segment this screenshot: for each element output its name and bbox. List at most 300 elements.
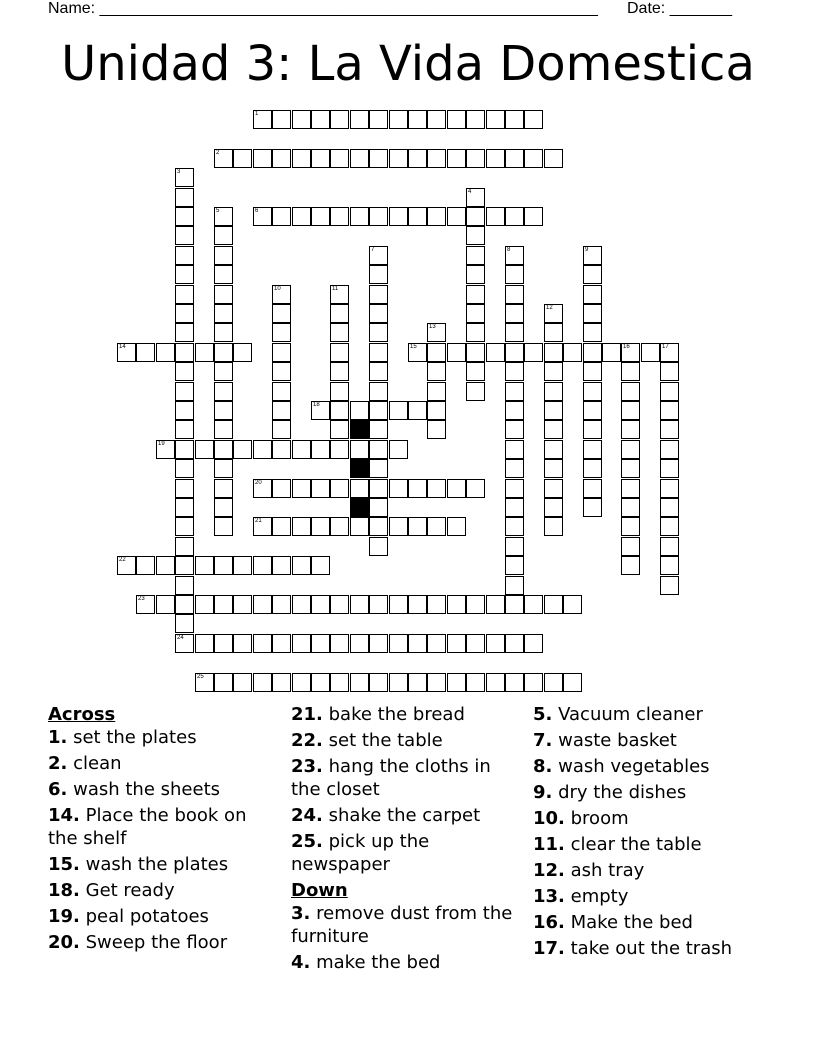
grid-cell[interactable]	[330, 323, 349, 342]
grid-cell[interactable]	[350, 401, 369, 420]
grid-cell[interactable]	[583, 401, 602, 420]
grid-cell[interactable]	[253, 440, 272, 459]
grid-cell[interactable]	[369, 246, 388, 265]
grid-cell[interactable]	[505, 149, 524, 168]
grid-cell[interactable]	[214, 382, 233, 401]
grid-cell[interactable]	[175, 459, 194, 478]
grid-cell[interactable]	[369, 285, 388, 304]
grid-cell[interactable]	[156, 343, 175, 362]
grid-cell[interactable]	[466, 226, 485, 245]
grid-cell[interactable]	[369, 110, 388, 129]
grid-cell[interactable]	[621, 362, 640, 381]
grid-cell[interactable]	[369, 440, 388, 459]
grid-cell[interactable]	[330, 149, 349, 168]
grid-cell[interactable]	[427, 110, 446, 129]
grid-cell[interactable]	[272, 323, 291, 342]
grid-cell[interactable]	[214, 343, 233, 362]
grid-cell[interactable]	[175, 595, 194, 614]
grid-cell[interactable]	[369, 343, 388, 362]
grid-cell[interactable]	[505, 304, 524, 323]
grid-cell[interactable]	[233, 673, 252, 692]
grid-cell[interactable]	[389, 207, 408, 226]
grid-cell[interactable]	[175, 401, 194, 420]
grid-cell[interactable]	[583, 323, 602, 342]
grid-cell[interactable]	[505, 576, 524, 595]
grid-cell[interactable]	[641, 343, 660, 362]
grid-cell[interactable]	[427, 207, 446, 226]
grid-cell[interactable]	[583, 498, 602, 517]
grid-cell[interactable]	[292, 479, 311, 498]
grid-cell[interactable]	[175, 343, 194, 362]
grid-cell[interactable]	[486, 673, 505, 692]
grid-cell[interactable]	[272, 285, 291, 304]
grid-cell[interactable]	[408, 634, 427, 653]
grid-cell[interactable]	[544, 459, 563, 478]
grid-cell[interactable]	[505, 110, 524, 129]
grid-cell[interactable]	[408, 401, 427, 420]
grid-cell[interactable]	[214, 634, 233, 653]
grid-cell[interactable]	[214, 323, 233, 342]
grid-cell[interactable]	[136, 343, 155, 362]
grid-cell[interactable]	[466, 595, 485, 614]
grid-cell[interactable]	[214, 149, 233, 168]
grid-cell[interactable]	[330, 343, 349, 362]
grid-cell[interactable]	[311, 595, 330, 614]
grid-cell[interactable]	[175, 498, 194, 517]
grid-cell[interactable]	[427, 343, 446, 362]
grid-cell[interactable]	[621, 459, 640, 478]
grid-cell[interactable]	[621, 537, 640, 556]
grid-cell[interactable]	[272, 517, 291, 536]
grid-cell[interactable]	[466, 382, 485, 401]
grid-cell[interactable]	[427, 673, 446, 692]
grid-cell[interactable]	[408, 517, 427, 536]
grid-cell[interactable]	[369, 265, 388, 284]
grid-cell[interactable]	[272, 440, 291, 459]
grid-cell[interactable]	[466, 285, 485, 304]
grid-cell[interactable]	[214, 401, 233, 420]
grid-cell[interactable]	[427, 595, 446, 614]
grid-cell[interactable]	[233, 343, 252, 362]
grid-cell[interactable]	[350, 207, 369, 226]
grid-cell[interactable]	[175, 362, 194, 381]
grid-cell[interactable]	[350, 149, 369, 168]
grid-cell[interactable]	[350, 595, 369, 614]
grid-cell[interactable]	[505, 537, 524, 556]
grid-cell[interactable]	[544, 382, 563, 401]
grid-cell[interactable]	[505, 498, 524, 517]
grid-cell[interactable]	[214, 595, 233, 614]
grid-cell[interactable]	[292, 149, 311, 168]
grid-cell[interactable]	[330, 362, 349, 381]
grid-cell[interactable]	[156, 440, 175, 459]
grid-cell[interactable]	[660, 498, 679, 517]
grid-cell[interactable]	[544, 517, 563, 536]
grid-cell[interactable]	[408, 479, 427, 498]
grid-cell[interactable]	[621, 343, 640, 362]
grid-cell[interactable]	[272, 673, 291, 692]
grid-cell[interactable]	[272, 382, 291, 401]
grid-cell[interactable]	[272, 634, 291, 653]
grid-cell[interactable]	[175, 207, 194, 226]
grid-cell[interactable]	[175, 382, 194, 401]
grid-cell[interactable]	[583, 285, 602, 304]
grid-cell[interactable]	[369, 382, 388, 401]
grid-cell[interactable]	[447, 673, 466, 692]
grid-cell[interactable]	[233, 595, 252, 614]
grid-cell[interactable]	[466, 246, 485, 265]
grid-cell[interactable]	[117, 556, 136, 575]
grid-cell[interactable]	[214, 440, 233, 459]
grid-cell[interactable]	[621, 382, 640, 401]
grid-cell[interactable]	[175, 420, 194, 439]
grid-cell[interactable]	[292, 517, 311, 536]
grid-cell[interactable]	[660, 556, 679, 575]
grid-cell[interactable]	[272, 207, 291, 226]
grid-cell[interactable]	[253, 517, 272, 536]
grid-cell[interactable]	[447, 595, 466, 614]
grid-cell[interactable]	[311, 440, 330, 459]
grid-cell[interactable]	[466, 149, 485, 168]
grid-cell[interactable]	[175, 246, 194, 265]
grid-cell[interactable]	[175, 226, 194, 245]
grid-cell[interactable]	[330, 401, 349, 420]
grid-cell[interactable]	[214, 226, 233, 245]
grid-cell[interactable]	[272, 343, 291, 362]
grid-cell[interactable]	[544, 420, 563, 439]
grid-cell[interactable]	[195, 673, 214, 692]
grid-cell[interactable]	[505, 479, 524, 498]
grid-cell[interactable]	[524, 207, 543, 226]
grid-cell[interactable]	[427, 517, 446, 536]
grid-cell[interactable]	[214, 246, 233, 265]
grid-cell[interactable]	[330, 420, 349, 439]
grid-cell[interactable]	[272, 110, 291, 129]
grid-cell[interactable]	[175, 265, 194, 284]
grid-cell[interactable]	[621, 401, 640, 420]
grid-cell[interactable]	[505, 440, 524, 459]
grid-cell[interactable]	[389, 440, 408, 459]
grid-cell[interactable]	[175, 634, 194, 653]
grid-cell[interactable]	[466, 343, 485, 362]
grid-cell[interactable]	[330, 479, 349, 498]
grid-cell[interactable]	[408, 207, 427, 226]
grid-cell[interactable]	[544, 323, 563, 342]
grid-cell[interactable]	[369, 595, 388, 614]
grid-cell[interactable]	[583, 382, 602, 401]
grid-cell[interactable]	[505, 285, 524, 304]
grid-cell[interactable]	[175, 323, 194, 342]
grid-cell[interactable]	[214, 459, 233, 478]
grid-cell[interactable]	[369, 673, 388, 692]
grid-cell[interactable]	[447, 343, 466, 362]
grid-cell[interactable]	[292, 634, 311, 653]
grid-cell[interactable]	[427, 479, 446, 498]
grid-cell[interactable]	[505, 420, 524, 439]
grid-cell[interactable]	[660, 440, 679, 459]
grid-cell[interactable]	[350, 673, 369, 692]
grid-cell[interactable]	[292, 207, 311, 226]
grid-cell[interactable]	[621, 498, 640, 517]
grid-cell[interactable]	[253, 207, 272, 226]
grid-cell[interactable]	[583, 265, 602, 284]
grid-cell[interactable]	[369, 207, 388, 226]
grid-cell[interactable]	[621, 479, 640, 498]
grid-cell[interactable]	[505, 246, 524, 265]
grid-cell[interactable]	[466, 673, 485, 692]
grid-cell[interactable]	[505, 343, 524, 362]
grid-cell[interactable]	[583, 246, 602, 265]
grid-cell[interactable]	[369, 634, 388, 653]
grid-cell[interactable]	[505, 323, 524, 342]
grid-cell[interactable]	[466, 304, 485, 323]
grid-cell[interactable]	[660, 537, 679, 556]
grid-cell[interactable]	[369, 498, 388, 517]
grid-cell[interactable]	[330, 673, 349, 692]
grid-cell[interactable]	[214, 304, 233, 323]
grid-cell[interactable]	[253, 634, 272, 653]
grid-cell[interactable]	[253, 149, 272, 168]
grid-cell[interactable]	[195, 440, 214, 459]
grid-cell[interactable]	[369, 517, 388, 536]
grid-cell[interactable]	[524, 149, 543, 168]
grid-cell[interactable]	[563, 343, 582, 362]
grid-cell[interactable]	[544, 440, 563, 459]
grid-cell[interactable]	[292, 556, 311, 575]
grid-cell[interactable]	[621, 556, 640, 575]
grid-cell[interactable]	[389, 634, 408, 653]
grid-cell[interactable]	[505, 401, 524, 420]
grid-cell[interactable]	[447, 517, 466, 536]
grid-cell[interactable]	[175, 168, 194, 187]
grid-cell[interactable]	[330, 517, 349, 536]
grid-cell[interactable]	[524, 110, 543, 129]
grid-cell[interactable]	[621, 517, 640, 536]
grid-cell[interactable]	[195, 556, 214, 575]
grid-cell[interactable]	[544, 595, 563, 614]
grid-cell[interactable]	[330, 634, 349, 653]
grid-cell[interactable]	[175, 537, 194, 556]
grid-cell[interactable]	[427, 401, 446, 420]
grid-cell[interactable]	[466, 479, 485, 498]
grid-cell[interactable]	[272, 595, 291, 614]
grid-cell[interactable]	[660, 517, 679, 536]
grid-cell[interactable]	[408, 343, 427, 362]
grid-cell[interactable]	[350, 440, 369, 459]
grid-cell[interactable]	[466, 110, 485, 129]
grid-cell[interactable]	[369, 323, 388, 342]
grid-cell[interactable]	[660, 420, 679, 439]
grid-cell[interactable]	[214, 265, 233, 284]
grid-cell[interactable]	[214, 420, 233, 439]
grid-cell[interactable]	[156, 595, 175, 614]
grid-cell[interactable]	[466, 634, 485, 653]
grid-cell[interactable]	[583, 362, 602, 381]
grid-cell[interactable]	[505, 265, 524, 284]
grid-cell[interactable]	[330, 382, 349, 401]
grid-cell[interactable]	[524, 634, 543, 653]
grid-cell[interactable]	[583, 459, 602, 478]
grid-cell[interactable]	[175, 576, 194, 595]
grid-cell[interactable]	[427, 149, 446, 168]
grid-cell[interactable]	[330, 440, 349, 459]
grid-cell[interactable]	[544, 304, 563, 323]
grid-cell[interactable]	[214, 479, 233, 498]
grid-cell[interactable]	[311, 634, 330, 653]
grid-cell[interactable]	[660, 343, 679, 362]
grid-cell[interactable]	[156, 556, 175, 575]
grid-cell[interactable]	[447, 634, 466, 653]
grid-cell[interactable]	[427, 634, 446, 653]
grid-cell[interactable]	[253, 595, 272, 614]
grid-cell[interactable]	[233, 149, 252, 168]
grid-cell[interactable]	[583, 343, 602, 362]
grid-cell[interactable]	[214, 498, 233, 517]
grid-cell[interactable]	[466, 265, 485, 284]
grid-cell[interactable]	[505, 634, 524, 653]
grid-cell[interactable]	[486, 207, 505, 226]
grid-cell[interactable]	[214, 285, 233, 304]
grid-cell[interactable]	[408, 149, 427, 168]
grid-cell[interactable]	[175, 188, 194, 207]
grid-cell[interactable]	[253, 110, 272, 129]
grid-cell[interactable]	[505, 459, 524, 478]
grid-cell[interactable]	[621, 420, 640, 439]
grid-cell[interactable]	[505, 207, 524, 226]
grid-cell[interactable]	[253, 556, 272, 575]
grid-cell[interactable]	[175, 304, 194, 323]
grid-cell[interactable]	[292, 673, 311, 692]
grid-cell[interactable]	[330, 110, 349, 129]
grid-cell[interactable]	[660, 362, 679, 381]
grid-cell[interactable]	[486, 595, 505, 614]
grid-cell[interactable]	[544, 149, 563, 168]
grid-cell[interactable]	[602, 343, 621, 362]
grid-cell[interactable]	[214, 517, 233, 536]
grid-cell[interactable]	[272, 401, 291, 420]
grid-cell[interactable]	[660, 382, 679, 401]
grid-cell[interactable]	[544, 673, 563, 692]
grid-cell[interactable]	[563, 673, 582, 692]
grid-cell[interactable]	[427, 362, 446, 381]
grid-cell[interactable]	[486, 634, 505, 653]
grid-cell[interactable]	[583, 479, 602, 498]
grid-cell[interactable]	[389, 479, 408, 498]
grid-cell[interactable]	[175, 440, 194, 459]
grid-cell[interactable]	[486, 149, 505, 168]
grid-cell[interactable]	[214, 362, 233, 381]
grid-cell[interactable]	[253, 673, 272, 692]
grid-cell[interactable]	[369, 362, 388, 381]
grid-cell[interactable]	[408, 673, 427, 692]
grid-cell[interactable]	[408, 595, 427, 614]
grid-cell[interactable]	[311, 556, 330, 575]
grid-cell[interactable]	[311, 207, 330, 226]
grid-cell[interactable]	[350, 110, 369, 129]
grid-cell[interactable]	[311, 517, 330, 536]
grid-cell[interactable]	[505, 673, 524, 692]
grid-cell[interactable]	[369, 304, 388, 323]
grid-cell[interactable]	[524, 343, 543, 362]
grid-cell[interactable]	[583, 440, 602, 459]
grid-cell[interactable]	[466, 323, 485, 342]
grid-cell[interactable]	[486, 343, 505, 362]
grid-cell[interactable]	[330, 285, 349, 304]
grid-cell[interactable]	[330, 304, 349, 323]
grid-cell[interactable]	[369, 149, 388, 168]
grid-cell[interactable]	[292, 110, 311, 129]
grid-cell[interactable]	[311, 149, 330, 168]
grid-cell[interactable]	[427, 323, 446, 342]
grid-cell[interactable]	[486, 110, 505, 129]
grid-cell[interactable]	[544, 362, 563, 381]
grid-cell[interactable]	[544, 343, 563, 362]
grid-cell[interactable]	[466, 188, 485, 207]
grid-cell[interactable]	[272, 420, 291, 439]
grid-cell[interactable]	[505, 362, 524, 381]
grid-cell[interactable]	[330, 207, 349, 226]
grid-cell[interactable]	[253, 479, 272, 498]
grid-cell[interactable]	[408, 110, 427, 129]
grid-cell[interactable]	[233, 440, 252, 459]
grid-cell[interactable]	[505, 517, 524, 536]
grid-cell[interactable]	[272, 556, 291, 575]
grid-cell[interactable]	[447, 110, 466, 129]
grid-cell[interactable]	[272, 479, 291, 498]
grid-cell[interactable]	[505, 556, 524, 575]
grid-cell[interactable]	[214, 207, 233, 226]
grid-cell[interactable]	[427, 420, 446, 439]
grid-cell[interactable]	[660, 479, 679, 498]
grid-cell[interactable]	[660, 459, 679, 478]
grid-cell[interactable]	[195, 634, 214, 653]
grid-cell[interactable]	[233, 556, 252, 575]
grid-cell[interactable]	[214, 673, 233, 692]
grid-cell[interactable]	[563, 595, 582, 614]
grid-cell[interactable]	[175, 285, 194, 304]
grid-cell[interactable]	[350, 634, 369, 653]
grid-cell[interactable]	[389, 517, 408, 536]
grid-cell[interactable]	[292, 595, 311, 614]
grid-cell[interactable]	[195, 595, 214, 614]
grid-cell[interactable]	[544, 479, 563, 498]
grid-cell[interactable]	[389, 595, 408, 614]
grid-cell[interactable]	[195, 343, 214, 362]
grid-cell[interactable]	[369, 537, 388, 556]
grid-cell[interactable]	[524, 595, 543, 614]
grid-cell[interactable]	[369, 479, 388, 498]
grid-cell[interactable]	[660, 576, 679, 595]
grid-cell[interactable]	[214, 556, 233, 575]
grid-cell[interactable]	[175, 517, 194, 536]
grid-cell[interactable]	[350, 479, 369, 498]
grid-cell[interactable]	[583, 304, 602, 323]
grid-cell[interactable]	[350, 517, 369, 536]
grid-cell[interactable]	[466, 362, 485, 381]
grid-cell[interactable]	[447, 149, 466, 168]
grid-cell[interactable]	[136, 595, 155, 614]
grid-cell[interactable]	[175, 556, 194, 575]
grid-cell[interactable]	[466, 207, 485, 226]
grid-cell[interactable]	[175, 614, 194, 633]
grid-cell[interactable]	[136, 556, 155, 575]
grid-cell[interactable]	[505, 595, 524, 614]
grid-cell[interactable]	[505, 382, 524, 401]
grid-cell[interactable]	[233, 634, 252, 653]
grid-cell[interactable]	[389, 401, 408, 420]
grid-cell[interactable]	[117, 343, 136, 362]
grid-cell[interactable]	[292, 440, 311, 459]
